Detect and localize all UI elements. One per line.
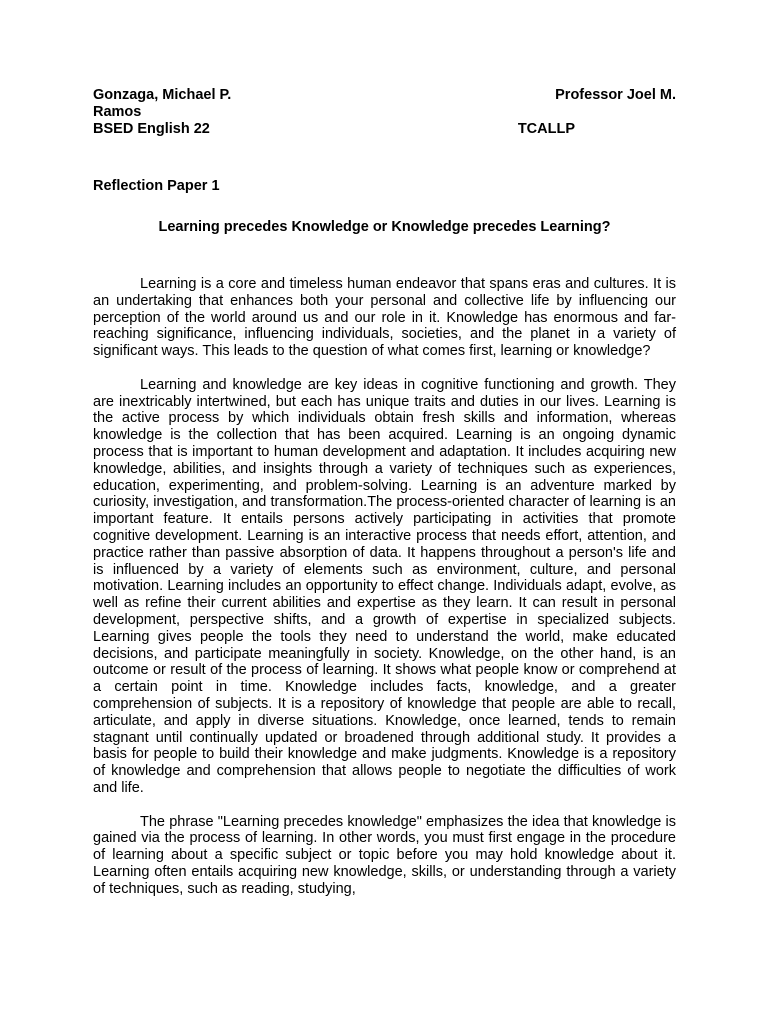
course-name: BSED English 22 xyxy=(93,120,210,137)
paragraph-3: The phrase "Learning precedes knowledge" emphasizes the idea that knowledge is gained via the process of learning. In other words, you must first engage in the procedure of learning about a specific subject or topic before you may hold knowledge about it. Learning often entails acquiring new knowledge, skills, or understanding through a variety of techniques, such as reading, studying, xyxy=(93,813,676,897)
paper-label: Reflection Paper 1 xyxy=(93,178,220,194)
document-body xyxy=(93,276,676,914)
paragraph-1: Learning is a core and timeless human endeavor that spans eras and cultures. It is an undertaking that enhances both your personal and collective life by influencing our perception of the world around us and our role in it. Knowledge has enormous and far-reaching significance, influencing individuals, societies, and the planet in a variety of significant ways. This leads to the question of what comes first, learning or knowledge? xyxy=(93,276,676,360)
professor-surname: Ramos xyxy=(93,103,142,120)
document-header xyxy=(93,87,676,137)
paper-title: Learning precedes Knowledge or Knowledge precedes Learning? xyxy=(158,219,611,235)
paragraph-2: Learning and knowledge are key ideas in cognitive functioning and growth. They are inextricably intertwined, but each has unique traits and duties in our lives. Learning is the active process by which individuals obtain fresh skills and information, whereas knowledge is the collection that has been acquired. Learning is an ongoing dynamic process that is important to human development and adaptation. It includes acquiring new knowledge, abilities, and insights through a variety of techniques such as experiences, education, experimenting, and problem-solving. Learning is an adventure marked by curiosity, investigation, and transformation.The process-oriented character of learning is an important feature. It entails persons actively participating in activities that promote cognitive development. Learning is an interactive process that needs effort, attention, and practice rather than passive absorption of data. It happens throughout a person's life and is influenced by a variety of elements such as environment, culture, and personal motivation. Learning includes an opportunity to effect change. Individuals adapt, evolve, as well as refine their current abilities and expertise as they learn. It can result in personal development, perspective shifts, and a growth of expertise in specialized subjects. Learning gives people the tools they need to understand the world, make educated decisions, and participate meaningfully in society. Knowledge, on the other hand, is an outcome or result of the process of learning. It shows what people know or comprehend at a certain point in time. Knowledge includes facts, knowledge, and a greater comprehension of subjects. It is a repository of knowledge that people are able to recall, articulate, and apply in diverse situations. Knowledge, once learned, tends to remain stagnant until continually updated or broadened through additional study. It provides a basis for people to build their knowledge and make judgments. Knowledge is a repository of knowledge and comprehension that allows people to negotiate the difficulties of work and life. xyxy=(93,376,676,796)
institution-name: TCALLP xyxy=(517,120,575,137)
header-row-2 xyxy=(93,121,676,138)
professor-name: Professor Joel M. xyxy=(555,87,676,103)
student-name: Gonzaga, Michael P. xyxy=(93,87,232,103)
header-row-1 xyxy=(93,87,676,104)
